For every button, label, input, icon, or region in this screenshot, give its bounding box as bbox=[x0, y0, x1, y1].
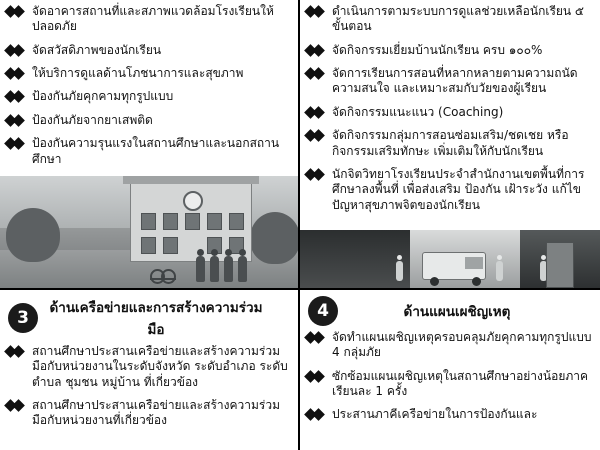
list-item-text: ดำเนินการตามระบบการดูแลช่วยเหลือนักเรียน ๕ ขั้นตอน bbox=[332, 4, 585, 34]
list-item bbox=[6, 43, 292, 58]
quadrant-4-number: 4 bbox=[308, 296, 338, 326]
list-item-text: จัดกิจกรรมแนะแนว (Coaching) bbox=[332, 104, 504, 119]
list-item-text: จัดกิจกรรมกลุ่มการสอนซ่อมเสริม/ชดเชย หรือกิจกรรมเสริมทักษะ เพิ่มเติมให้กับนักเรียน bbox=[332, 128, 569, 158]
list-item bbox=[306, 407, 594, 422]
quadrant-3 bbox=[0, 290, 300, 450]
list-item-text: ซักซ้อมแผนเผชิญเหตุในสถานศึกษาอย่างน้อยภาคเรียนละ 1 ครั้ง bbox=[332, 368, 589, 399]
quadrant-3-number: 3 bbox=[8, 303, 38, 333]
quadrant-3-list bbox=[0, 342, 298, 429]
list-item-text: ป้องกันภัยคุกคามทุกรูปแบบ bbox=[32, 89, 174, 104]
quadrant-4-list bbox=[300, 328, 600, 423]
quadrant-1 bbox=[0, 0, 300, 290]
quadrant-4-header bbox=[300, 290, 600, 328]
street-van-photo bbox=[300, 230, 600, 288]
list-item bbox=[6, 113, 292, 128]
double-diamond-bullet-icon bbox=[6, 68, 26, 80]
list-item-text: ป้องกันภัยจากยาเสพติด bbox=[32, 112, 153, 127]
list-item bbox=[6, 398, 292, 429]
list-item-text: ป้องกันความรุนแรงในสถานศึกษาและนอกสถานศึกษา bbox=[32, 136, 280, 166]
list-item-text: จัดกิจกรรมเยี่ยมบ้านนักเรียน ครบ ๑๐๐% bbox=[332, 42, 543, 57]
double-diamond-bullet-icon bbox=[306, 107, 326, 119]
double-diamond-bullet-icon bbox=[306, 130, 326, 142]
list-item bbox=[306, 66, 594, 97]
quadrant-3-title: ด้านเครือข่ายและการสร้างความร่วมมือ bbox=[49, 300, 263, 338]
list-item-text: ประสานภาคีเครือข่ายในการป้องกันและ bbox=[332, 407, 538, 422]
list-item bbox=[6, 89, 292, 104]
list-item-text: จัดการเรียนการสอนที่หลากหลายตามความถนัด ความสนใจ และเหมาะสมกับวัยของผู้เรียน bbox=[332, 66, 578, 96]
list-item bbox=[306, 330, 594, 361]
list-item bbox=[6, 4, 292, 35]
school-building-photo bbox=[0, 176, 298, 288]
double-diamond-bullet-icon bbox=[306, 45, 326, 57]
double-diamond-bullet-icon bbox=[306, 371, 326, 383]
quadrant-4-title: ด้านแผนเผชิญเหตุ bbox=[403, 304, 511, 320]
quadrant-4 bbox=[300, 290, 600, 450]
list-item-text: สถานศึกษาประสานเครือข่ายและสร้างความร่วมมือกับหน่วยงานที่เกี่ยวข้อง bbox=[32, 398, 280, 428]
quadrant-2 bbox=[300, 0, 600, 290]
list-item bbox=[306, 105, 594, 120]
double-diamond-bullet-icon bbox=[6, 400, 26, 412]
double-diamond-bullet-icon bbox=[6, 45, 26, 57]
list-item-text: นักจิตวิทยาโรงเรียนประจำสำนักงานเขตพื้นที่การศึกษาลงพื้นที่ เพื่อส่งเสริม ป้องกัน เฝ้าระวัง แก้ไขปัญหาสุขภาพจิตของนักเรียน bbox=[332, 166, 585, 212]
quadrant-3-header bbox=[0, 290, 298, 342]
double-diamond-bullet-icon bbox=[6, 6, 26, 18]
list-item bbox=[306, 128, 594, 159]
list-item bbox=[306, 4, 594, 35]
double-diamond-bullet-icon bbox=[6, 91, 26, 103]
quadrant-2-list bbox=[300, 0, 600, 213]
list-item bbox=[6, 66, 292, 81]
double-diamond-bullet-icon bbox=[6, 115, 26, 127]
double-diamond-bullet-icon bbox=[306, 68, 326, 80]
quadrant-1-list bbox=[0, 0, 298, 167]
list-item bbox=[306, 369, 594, 400]
list-item-text: จัดสวัสดิภาพของนักเรียน bbox=[32, 42, 162, 57]
double-diamond-bullet-icon bbox=[306, 6, 326, 18]
list-item bbox=[6, 136, 292, 167]
list-item-text: จัดทำแผนเผชิญเหตุครอบคลุมภัยคุกคามทุกรูปแบบ 4 กลุ่มภัย bbox=[332, 330, 592, 360]
double-diamond-bullet-icon bbox=[6, 138, 26, 150]
list-item-text: จัดอาคารสถานที่และสภาพแวดล้อมโรงเรียนให้ปลอดภัย bbox=[32, 4, 274, 34]
list-item bbox=[306, 167, 594, 213]
list-item bbox=[6, 344, 292, 390]
list-item-text: สถานศึกษาประสานเครือข่ายและสร้างความร่วมมือกับหน่วยงานในระดับจังหวัด ระดับอำเภอ ระดับตำบล ชุมชน หมู่บ้าน ที่เกี่ยวข้อง bbox=[32, 344, 288, 389]
double-diamond-bullet-icon bbox=[306, 409, 326, 421]
list-item-text: ให้บริการดูแลด้านโภชนาการและสุขภาพ bbox=[32, 66, 244, 81]
double-diamond-bullet-icon bbox=[6, 346, 26, 358]
double-diamond-bullet-icon bbox=[306, 169, 326, 181]
double-diamond-bullet-icon bbox=[306, 332, 326, 344]
list-item bbox=[306, 43, 594, 58]
